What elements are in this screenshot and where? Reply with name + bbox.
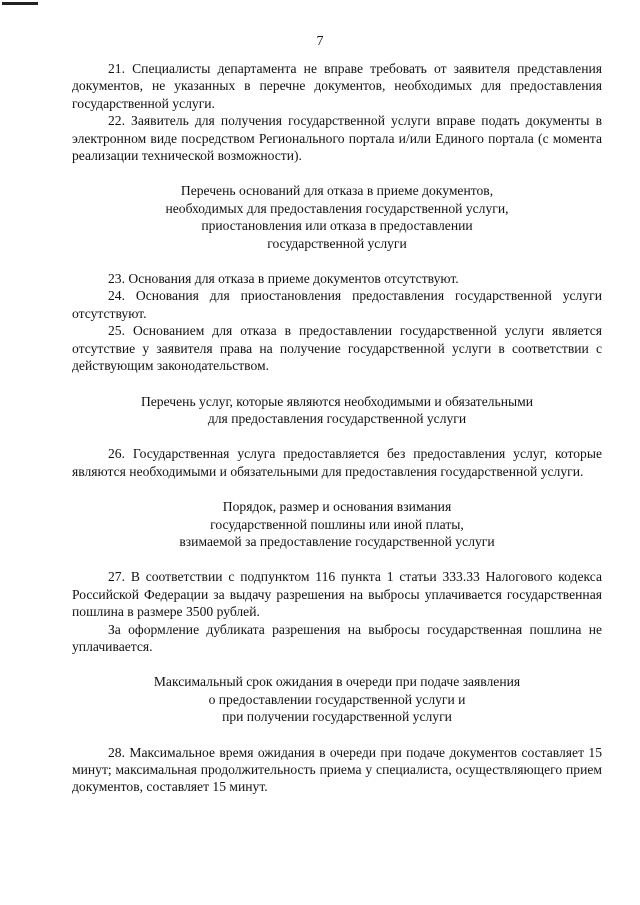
heading-line: государственной пошлины или иной платы, bbox=[210, 516, 464, 532]
heading-line: Перечень услуг, которые являются необходимыми и обязательными bbox=[140, 393, 534, 409]
paragraph-26: 26. Государственная услуга предоставляется без предоставления услуг, которые являются необходимыми и обязательными для предоставления государственной услуги. bbox=[72, 446, 602, 479]
heading-line: для предоставления государственной услуги bbox=[207, 410, 467, 426]
section-heading-queue-time bbox=[72, 673, 602, 725]
paragraph-24: 24. Основания для приостановления предоставления государственной услуги отсутствуют. bbox=[72, 288, 602, 321]
scan-corner-mark bbox=[2, 2, 38, 5]
section-heading-mandatory-services bbox=[72, 393, 602, 428]
section-heading-refusal-grounds bbox=[72, 182, 602, 252]
page-number: 7 bbox=[316, 34, 324, 49]
paragraph-27: 27. В соответствии с подпунктом 116 пункта 1 статьи 333.33 Налогового кодекса Российской Федерации за выдачу разрешения на выбросы уплачивается государственная пошлина в размере 3500 рублей. bbox=[72, 569, 602, 620]
paragraph-22: 22. Заявитель для получения государственной услуги вправе подать документы в электронном виде посредством Регионального портала и/или Единого портала (с момента реализации технической возможности). bbox=[72, 113, 602, 164]
paragraph-28: 28. Максимальное время ожидания в очереди при подаче документов составляет 15 минут; максимальная продолжительность приема у специалиста, осуществляющего прием документов, составляет 15 минут. bbox=[72, 744, 602, 795]
paragraph-23: 23. Основания для отказа в приеме документов отсутствуют. bbox=[108, 271, 459, 287]
heading-line: Перечень оснований для отказа в приеме документов, bbox=[180, 183, 494, 199]
heading-line: Максимальный срок ожидания в очереди при подаче заявления bbox=[153, 674, 521, 690]
heading-line: при получении государственной услуги bbox=[222, 709, 452, 725]
heading-line: государственной услуги bbox=[267, 235, 407, 251]
document-body bbox=[72, 60, 602, 796]
heading-line: взимаемой за предоставление государственной услуги bbox=[179, 533, 495, 549]
paragraph-27-duplicate: За оформление дубликата разрешения на выбросы государственная пошлина не уплачивается. bbox=[72, 621, 602, 654]
paragraph-25: 25. Основанием для отказа в предоставлении государственной услуги является отсутствие у заявителя права на получение государственной услуги в соответствии с действующим законодательством. bbox=[72, 323, 602, 374]
heading-line: о предоставлении государственной услуги и bbox=[208, 691, 466, 707]
paragraph-21: 21. Специалисты департамента не вправе требовать от заявителя представления документов, не указанных в перечне документов, необходимых для предоставления государственной услуги. bbox=[72, 61, 602, 111]
section-heading-state-duty bbox=[72, 498, 602, 550]
heading-line: Порядок, размер и основания взимания bbox=[222, 499, 452, 515]
heading-line: необходимых для предоставления государственной услуги, bbox=[165, 200, 509, 216]
heading-line: приостановления или отказа в предоставлении bbox=[201, 218, 473, 234]
